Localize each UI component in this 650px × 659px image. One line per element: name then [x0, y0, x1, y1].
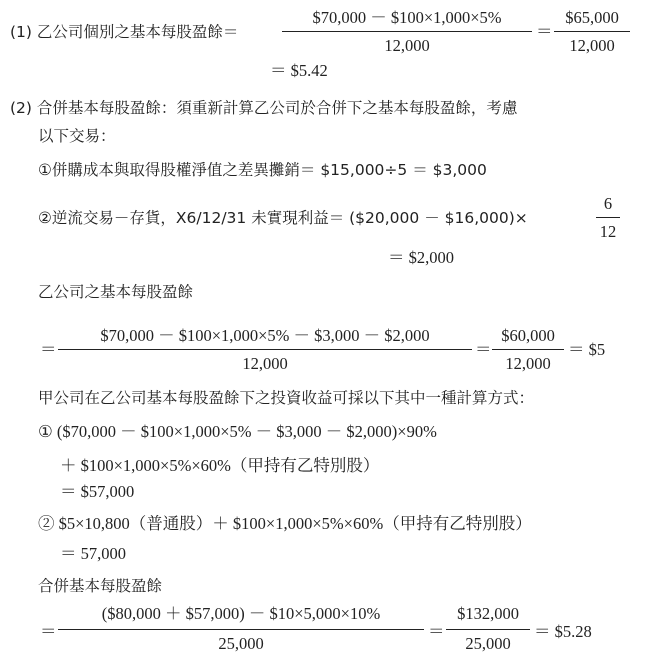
part1-frac1-bar: [282, 31, 532, 32]
method1-line1: ① ($70,000 － $100×1,000×5% － $3,000 － $2,000)×90%: [38, 422, 437, 441]
part1-equals: ＝: [536, 22, 553, 41]
consol-frac1-denominator: 25,000: [218, 634, 264, 653]
item2-frac-denominator: 12: [599, 222, 617, 241]
part2-line1: (2) 合併基本每股盈餘：須重新計算乙公司於合併下之基本每股盈餘，考慮: [10, 99, 518, 117]
item2-frac-numerator: 6: [603, 194, 613, 213]
part1-frac2-bar: [554, 31, 630, 32]
part1-frac2-numerator: $65,000: [565, 8, 619, 27]
item2-upstream-inventory: ②逆流交易－存貨，X6/12/31 未實現利益＝ ($20,000 － $16,000)×: [38, 209, 528, 227]
method1-line2: ＋ $100×1,000×5%×60%（甲持有乙特別股）: [60, 456, 380, 475]
part1-frac1-numerator: $70,000 － $100×1,000×5%: [312, 8, 502, 27]
sub-eps-heading: 乙公司之基本每股盈餘: [38, 283, 194, 301]
consol-frac2-bar: [446, 629, 530, 630]
consol-frac2-numerator: $132,000: [457, 604, 519, 623]
eps-frac1-bar: [58, 349, 472, 350]
consol-frac2-denominator: 25,000: [465, 634, 511, 653]
eps-equals-1: ＝: [40, 340, 57, 359]
method2-line2: ＝ 57,000: [60, 544, 126, 563]
consolidated-eps-heading: 合併基本每股盈餘: [38, 577, 163, 595]
eps-equals-2: ＝: [475, 340, 492, 359]
investment-income-heading: 甲公司在乙公司基本每股盈餘下之投資收益可採以下其中一種計算方式：: [38, 389, 535, 407]
method2-line1: ② $5×10,800（普通股）＋ $100×1,000×5%×60%（甲持有乙特別股）: [38, 514, 532, 533]
part1-frac2-denominator: 12,000: [569, 36, 615, 55]
consol-equals-2: ＝: [428, 622, 445, 641]
consol-frac1-numerator: ($80,000 ＋ $57,000) － $10×5,000×10%: [101, 604, 381, 623]
method1-line3: ＝ $57,000: [60, 482, 135, 501]
eps-frac2-denominator: 12,000: [505, 354, 551, 373]
item2-result: ＝ $2,000: [388, 248, 454, 267]
part1-frac1-denominator: 12,000: [384, 36, 430, 55]
eps-frac2-numerator: $60,000: [501, 326, 555, 345]
item1-amortization: ①併購成本與取得股權淨值之差異攤銷＝ $15,000÷5 ＝ $3,000: [38, 161, 487, 179]
consol-frac1-bar: [58, 629, 424, 630]
consol-result: ＝ $5.28: [534, 622, 592, 641]
eps-frac1-denominator: 12,000: [242, 354, 288, 373]
eps-frac2-bar: [492, 349, 564, 350]
part2-line2: 以下交易：: [38, 127, 116, 145]
consol-equals-1: ＝: [40, 622, 57, 641]
eps-frac1-numerator: $70,000 － $100×1,000×5% － $3,000 － $2,000: [100, 326, 430, 345]
item2-frac-bar: [596, 217, 620, 218]
part1-label: (1) 乙公司個別之基本每股盈餘＝: [10, 23, 239, 41]
part1-result: ＝ $5.42: [270, 61, 328, 80]
eps-result: ＝ $5: [568, 340, 606, 359]
